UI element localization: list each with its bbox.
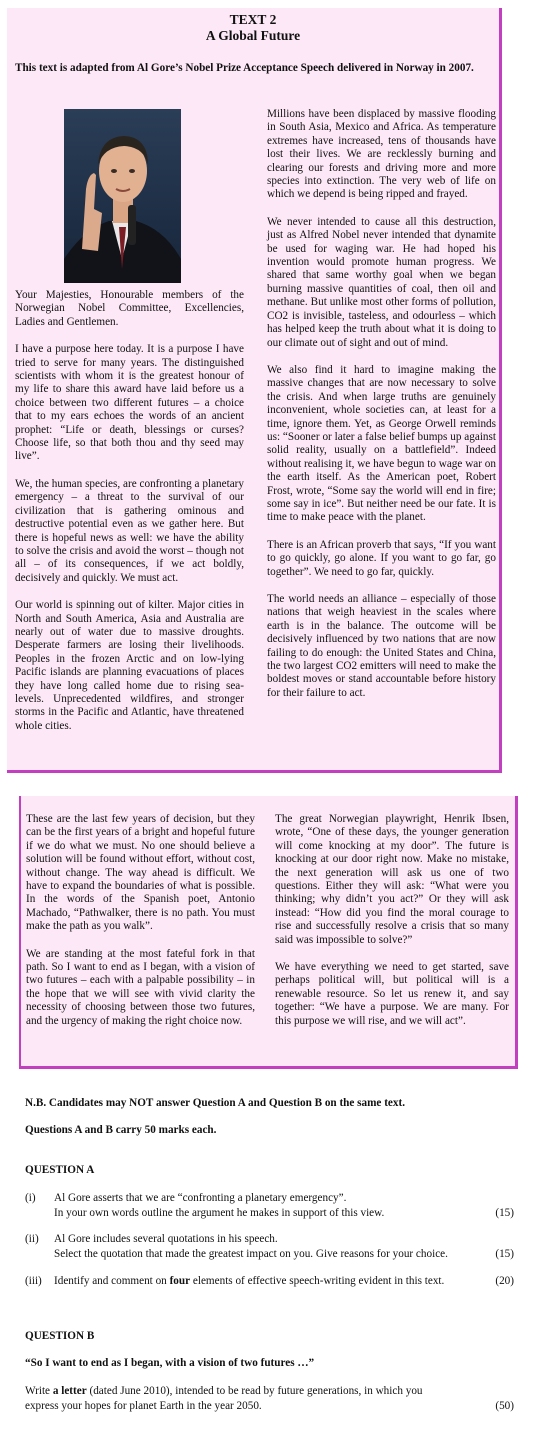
question-b-text: Write a letter (dated June 2010), intended to be read by future generations, in which you [25, 1385, 423, 1397]
paragraph: Your Majesties, Honourable members of the Norwegian Nobel Committee, Excellencies, Ladies and Gentlemen. [15, 289, 244, 328]
paragraph: Our world is spinning out of kilter. Major cities in North and South America, Asia and Australia are nearly out of water due to massive droughts. Desperate farmers are losing their livelihoods. Peoples in the frozen Arctic and on low-lying Pacific islands are planning evacuations of places they have long called home due to rising sea-levels. Unprecedented wildfires, and stronger storms in the Pacific and Atlantic, have threatened whole cities. [15, 599, 244, 732]
paragraph: The world needs an alliance – especially of those nations that weigh heaviest in the scales where earth is in the balance. The outcome will be decisively influenced by two nations that are now failing to do enough: the United States and China, the two largest CO2 emitters will need to make the boldest moves or stand accountable before history for their failure to act. [267, 593, 496, 699]
intro-note: This text is adapted from Al Gore’s Nobel Prize Acceptance Speech delivered in Norway in 2007. [15, 62, 474, 74]
question-b-quote: “So I want to end as I began, with a vision of two futures …” [25, 1357, 315, 1369]
speaker-portrait-icon [64, 109, 181, 283]
question-b-text: express your hopes for planet Earth in the year 2050. [25, 1400, 262, 1412]
text-box-page-1 [7, 8, 502, 773]
paragraph: I have a purpose here today. It is a purpose I have tried to serve for many years. The distinguished scientists with whom it is the greatest honour of my life to share this award have laid before us a choice between two different futures – a choice that to my ears echoes the words of an ancient prophet: “Life or death, blessings or curses? Choose life, so that both thou and thy seed may live”. [15, 343, 244, 463]
question-a-item-number: (ii) [25, 1233, 39, 1245]
paragraph: We, the human species, are confronting a planetary emergency – a threat to the survival of our civilization that is gathering ominous and destructive potential even as we gather here. But there is hopeful news as well: we have the ability to solve the crisis and avoid the worst – though not all – of its consequences, if we act boldly, decisively and quickly. We must act. [15, 477, 244, 584]
question-a-item-text: Identify and comment on four elements of effective speech-writing evident in this text. [54, 1275, 445, 1287]
text-title: TEXT 2 [229, 12, 277, 27]
marks-label: (50) [495, 1400, 514, 1412]
text-box-page-2 [19, 796, 518, 1069]
paragraph: There is an African proverb that says, “If you want to go quickly, go alone. If you want to go far, go together”. We need to go far, quickly. [267, 538, 496, 578]
speaker-photo [64, 109, 181, 283]
marks-label: (20) [495, 1275, 514, 1287]
marks-note: Questions A and B carry 50 marks each. [25, 1124, 217, 1136]
question-a-item-number: (i) [25, 1192, 36, 1204]
text-subtitle: A Global Future [205, 28, 301, 43]
paragraph: We never intended to cause all this destruction, just as Alfred Nobel never intended that dynamite be used for waging war. He had hoped his invention would promote human progress. We shared that same worthy goal when we began burning massive quantities of coal, then oil and methane. But unlike most other forms of pollution, CO2 is invisible, tasteless, and odourless – which has helped keep the truth about what it is doing to our climate out of sight and out of mind. [267, 215, 496, 349]
page2-left-column [26, 813, 255, 1042]
paragraph: These are the last few years of decision, but they can be the first years of a bright and hopeful future if we do what we must. No one should believe a solution will be found without effort, without cost, without change. The way ahead is difficult. We have to expand the boundaries of what is possible. In the words of the Spanish poet, Antonio Machado, “Pathwalker, there is no path. You must make the path as you walk”. [26, 813, 255, 933]
nb-note: N.B. Candidates may NOT answer Question A and Question B on the same text. [25, 1097, 406, 1109]
question-a-title: QUESTION A [25, 1164, 95, 1176]
question-a-item-number: (iii) [25, 1275, 42, 1287]
question-a-item-text: Select the quotation that made the greatest impact on you. Give reasons for your choice. [54, 1248, 448, 1260]
page1-right-column [267, 108, 496, 714]
question-a-item-text: In your own words outline the argument he makes in support of this view. [54, 1207, 385, 1219]
question-a-item-text: Al Gore includes several quotations in his speech. [54, 1233, 278, 1245]
paragraph: Millions have been displaced by massive flooding in South Asia, Mexico and Africa. As temperature extremes have increased, tens of thousands have lost their lives. We are recklessly burning and clearing our forests and driving more and more species into extinction. The very web of life on which we depend is being ripped and frayed. [267, 108, 496, 201]
marks-label: (15) [495, 1248, 514, 1260]
page1-left-column [15, 289, 244, 747]
paragraph: We also find it hard to imagine making the massive changes that are now necessary to solve the crisis. And when large truths are genuinely inconvenient, whole societies can, at least for a time, ignore them. Yet, as George Orwell reminds us: “Sooner or later a false belief bumps up against solid reality, usually on a battlefield”. Indeed without realising it, we have begun to wage war on the earth itself. As the American poet, Robert Frost, wrote, “Some say the world will end in fire; some say in ice”. But neither need be our fate. It is time to make peace with the planet. [267, 363, 496, 524]
paragraph: We are standing at the most fateful fork in that path. So I want to end as I began, with a vision of two futures – each with a palpable possibility – in the hope that we will see with vivid clarity the necessity of choosing between those two futures, and the urgency of making the right choice now. [26, 947, 255, 1027]
paragraph: The great Norwegian playwright, Henrik Ibsen, wrote, “One of these days, the younger generation will come knocking at my door”. The future is knocking at our door right now. Make no mistake, the next generation will ask us one of two questions. Either they will ask: “What were you thinking; why didn’t you act?” Or they will ask instead: “How did you find the moral courage to rise and successfully resolve a crisis that so many said was impossible to solve?” [275, 813, 509, 946]
question-a-item-text: Al Gore asserts that we are “confronting a planetary emergency”. [54, 1192, 347, 1204]
marks-label: (15) [495, 1207, 514, 1219]
question-b-title: QUESTION B [25, 1330, 95, 1342]
paragraph: We have everything we need to get started, save perhaps political will, but political will is a renewable resource. So let us renew it, and say together: “We have a purpose. We are many. For this purpose we will rise, and we will act”. [275, 961, 509, 1027]
page2-right-column [275, 813, 509, 1042]
